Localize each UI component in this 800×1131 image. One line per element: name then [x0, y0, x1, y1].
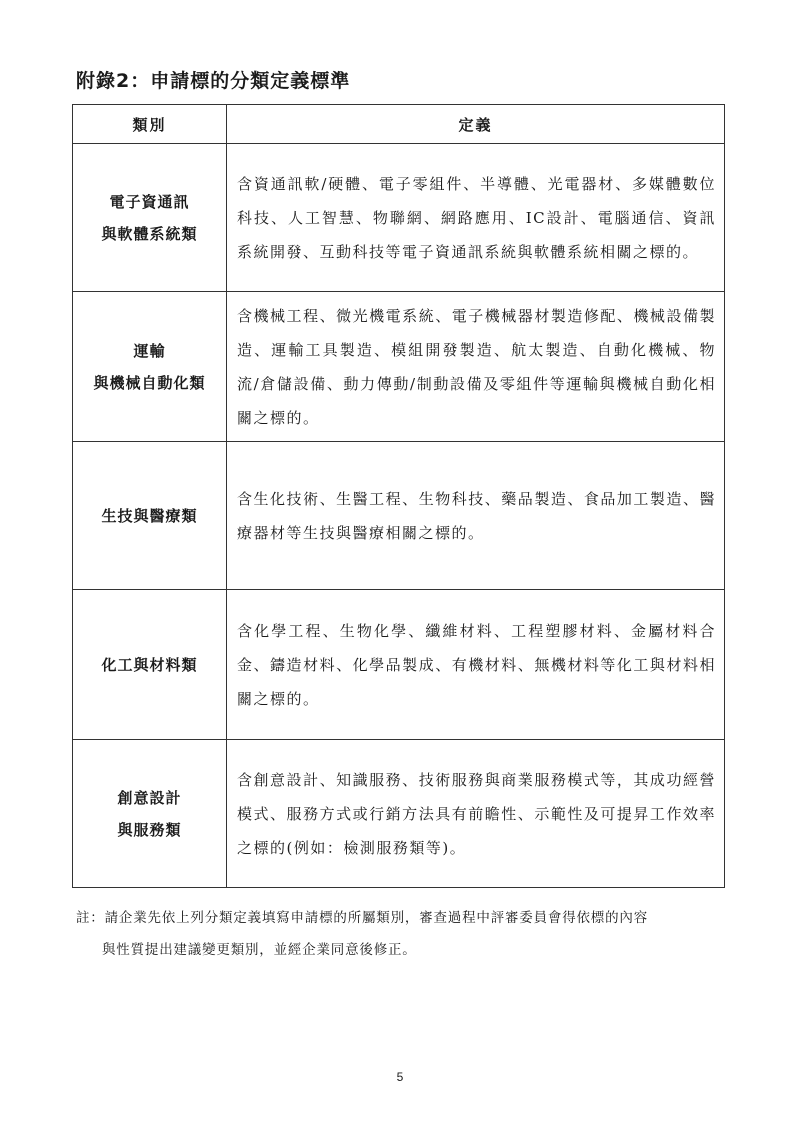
page-number: 5	[396, 1070, 404, 1084]
classification-table	[72, 104, 725, 888]
category-label: 與軟體系統類	[101, 224, 198, 243]
category-cell	[73, 292, 227, 442]
category-cell	[73, 144, 227, 292]
footnote	[76, 902, 726, 966]
table-row	[73, 144, 725, 292]
definition-cell: 含資通訊軟/硬體、電子零組件、半導體、光電器材、多媒體數位科技、人工智慧、物聯網、網路應用、IC設計、電腦通信、資訊系統開發、互動科技等電子資通訊系統與軟體系統相關之標的。	[227, 144, 725, 292]
definition-cell: 含化學工程、生物化學、纖維材料、工程塑膠材料、金屬材料合金、鑄造材料、化學品製成、有機材料、無機材料等化工與材料相關之標的。	[227, 590, 725, 740]
category-label: 運輸	[133, 341, 166, 360]
footnote-line: 與性質提出建議變更類別，並經企業同意後修正。	[102, 942, 417, 958]
category-label: 生技與醫療類	[101, 506, 198, 525]
table-header-row	[73, 105, 725, 144]
definition-cell: 含生化技術、生醫工程、生物科技、藥品製造、食品加工製造、醫療器材等生技與醫療相關之標的。	[227, 442, 725, 590]
definition-cell: 含機械工程、微光機電系統、電子機械器材製造修配、機械設備製造、運輸工具製造、模組開發製造、航太製造、自動化機械、物流/倉儲設備、動力傳動/制動設備及零組件等運輸與機械自動化相關之標的。	[227, 292, 725, 442]
table-row	[73, 292, 725, 442]
category-cell	[73, 590, 227, 740]
category-label: 化工與材料類	[101, 655, 198, 674]
page-title: 附錄2：申請標的分類定義標準	[76, 70, 351, 92]
category-label: 與機械自動化類	[93, 373, 206, 392]
category-label: 與服務類	[117, 820, 182, 839]
header-definition: 定義	[227, 105, 725, 144]
table-row	[73, 442, 725, 590]
category-label: 創意設計	[117, 788, 182, 807]
category-cell	[73, 740, 227, 888]
footnote-line: 註：請企業先依上列分類定義填寫申請標的所屬類別，審查過程中評審委員會得依標的內容	[76, 910, 648, 926]
table-row	[73, 740, 725, 888]
category-label: 電子資通訊	[109, 192, 190, 211]
definition-cell: 含創意設計、知識服務、技術服務與商業服務模式等，其成功經營模式、服務方式或行銷方法具有前瞻性、示範性及可提昇工作效率之標的(例如：檢測服務類等)。	[227, 740, 725, 888]
table-row	[73, 590, 725, 740]
header-category: 類別	[73, 105, 227, 144]
category-cell	[73, 442, 227, 590]
